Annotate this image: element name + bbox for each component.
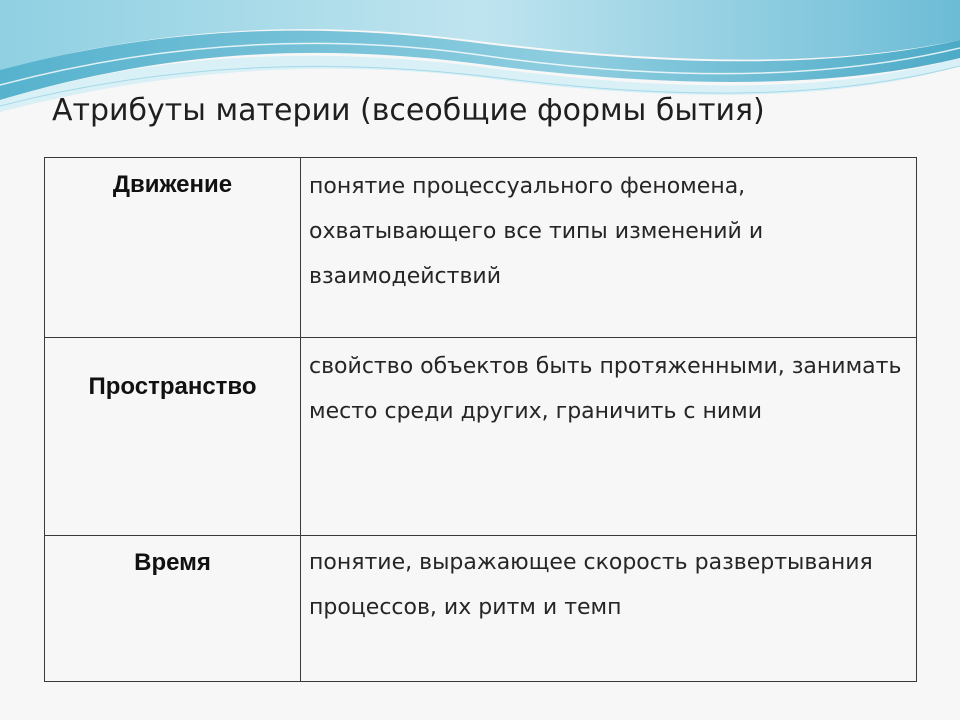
- table-row: [45, 338, 917, 536]
- slide-title: Атрибуты материи (всеобщие формы бытия): [52, 93, 765, 128]
- term-cell: Время: [45, 536, 301, 682]
- table-row: [45, 536, 917, 682]
- definition-cell: понятие процессуального феномена, охватывающего все типы изменений и взаимодействий: [301, 158, 917, 338]
- table-row: [45, 158, 917, 338]
- attributes-table: [44, 157, 917, 682]
- term-cell: Движение: [45, 158, 301, 338]
- definition-cell: свойство объектов быть протяженными, занимать место среди других, граничить с ними: [301, 338, 917, 536]
- definition-cell: понятие, выражающее скорость развертывания процессов, их ритм и темп: [301, 536, 917, 682]
- term-cell: Пространство: [45, 338, 301, 536]
